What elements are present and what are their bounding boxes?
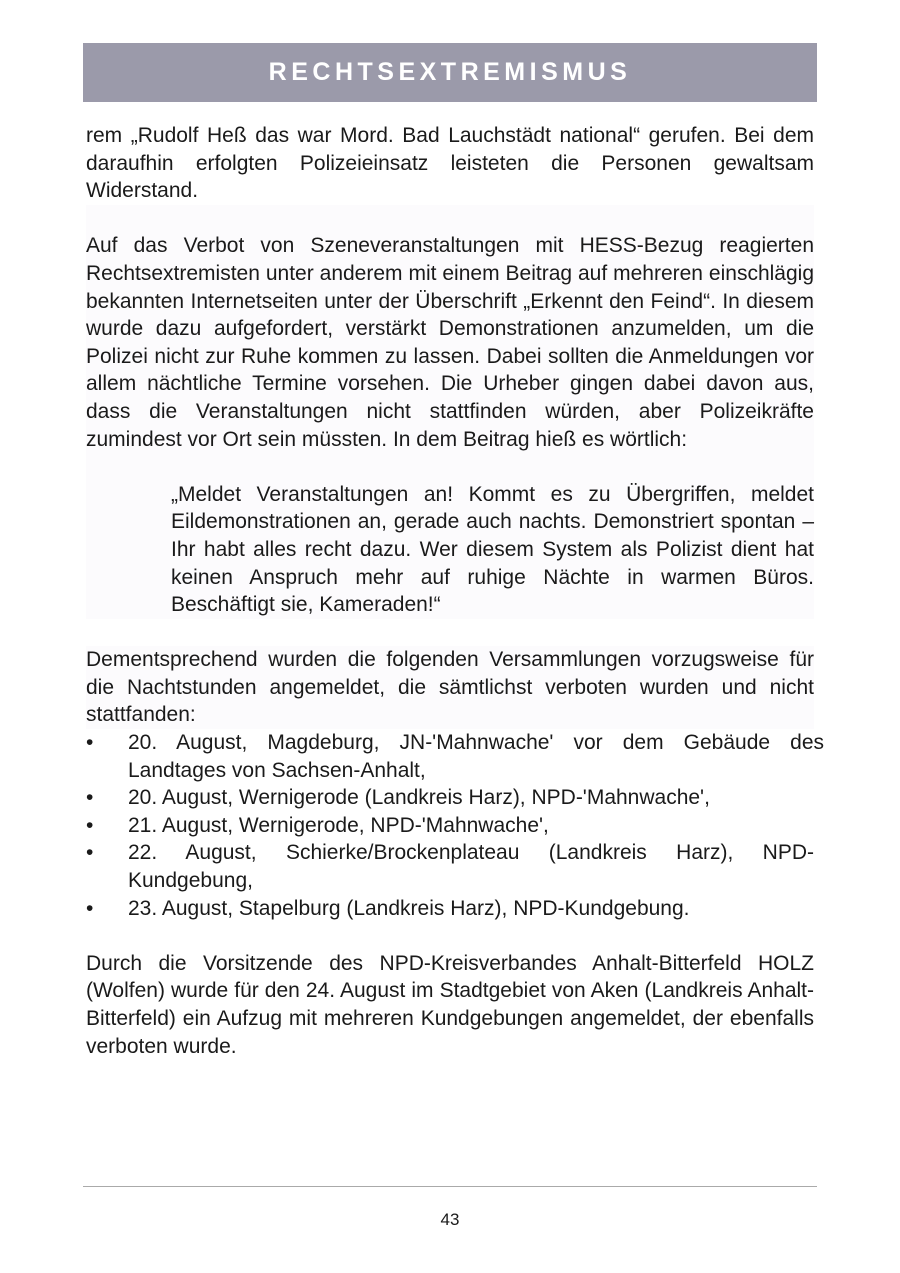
list-item-text: 20. August, Magdeburg, JN-'Mahnwache' vor dem Gebäude des Landtages von Sachsen-Anhalt, <box>128 731 824 782</box>
paragraph-spacer <box>86 619 814 647</box>
footer-divider <box>83 1186 817 1187</box>
list-item <box>86 812 814 840</box>
paragraph-spacer <box>86 205 814 233</box>
list-item-text: 20. August, Wernigerode (Landkreis Harz), NPD-'Mahnwache', <box>128 786 710 810</box>
paragraph-4: Durch die Vorsitzende des NPD-Kreisverbandes Anhalt-Bitterfeld HOLZ (Wolfen) wurde für den 24. August im Stadtgebiet von Aken (Landkreis Anhalt-Bitterfeld) ein Aufzug mit mehreren Kundgebungen angemeldet, der ebenfalls verboten wurde. <box>86 951 814 1058</box>
bullet-icon: • <box>86 841 94 865</box>
quote-block <box>86 481 814 619</box>
paragraph-2: Auf das Verbot von Szeneveranstaltungen mit HESS-Bezug reagierten Rechtsextremisten unter anderem mit einem Beitrag auf mehreren einschlägig bekannten Internetseiten unter der Überschrift „Erkennt den Feind“. In diesem wurde dazu aufgefordert, verstärkt Demonstrationen anzumelden, um die Polizei nicht zur Ruhe kommen zu lassen. Dabei sollten die Anmeldungen vor allem nächtliche Termine vorsehen. Die Urheber gingen dabei davon aus, dass die Veranstaltungen nicht stattfinden würden, aber Polizeikräfte zumindest vor Ort sein müssten. In dem Beitrag hieß es wörtlich: <box>86 232 814 453</box>
paragraph-spacer <box>86 453 814 481</box>
list-item-text: 22. August, Schierke/Brockenplateau (Landkreis Harz), NPD-Kundgebung, <box>128 841 814 893</box>
assembly-list <box>86 729 824 922</box>
paragraph-spacer <box>86 922 814 950</box>
bullet-icon: • <box>86 813 94 837</box>
bullet-icon: • <box>86 786 94 810</box>
paragraph-3: Dementsprechend wurden die folgenden Versammlungen vorzugsweise für die Nachtstunden angemeldet, die sämtlichst verboten wurden und nicht stattfanden: <box>86 646 814 729</box>
list-item <box>86 729 824 784</box>
page-number: 43 <box>440 1210 460 1229</box>
list-item <box>86 895 814 923</box>
bullet-icon: • <box>86 731 94 755</box>
page-body <box>86 122 824 1060</box>
list-item-text: 23. August, Stapelburg (Landkreis Harz), NPD-Kundgebung. <box>128 896 690 920</box>
list-item <box>86 839 814 894</box>
header-bar <box>83 43 817 102</box>
bullet-icon: • <box>86 896 94 920</box>
block-quote: „Meldet Veranstaltungen an! Kommt es zu Übergriffen, meldet Eildemonstrationen an, gerade auch nachts. Demonstriert spontan – Ihr habt alles recht dazu. Wer diesem System als Polizist dient hat keinen Anspruch mehr auf ruhige Nächte in warmen Büros. Beschäftigt sie, Kameraden!“ <box>171 482 814 617</box>
paragraph-1: rem „Rudolf Heß das war Mord. Bad Lauchstädt national“ gerufen. Bei dem daraufhin erfolgten Polizeieinsatz leisteten die Personen gewaltsam Widerstand. <box>86 124 814 203</box>
list-item <box>86 784 814 812</box>
header-title: RECHTSEXTREMISMUS <box>268 58 632 86</box>
list-item-text: 21. August, Wernigerode, NPD-'Mahnwache', <box>128 813 549 837</box>
